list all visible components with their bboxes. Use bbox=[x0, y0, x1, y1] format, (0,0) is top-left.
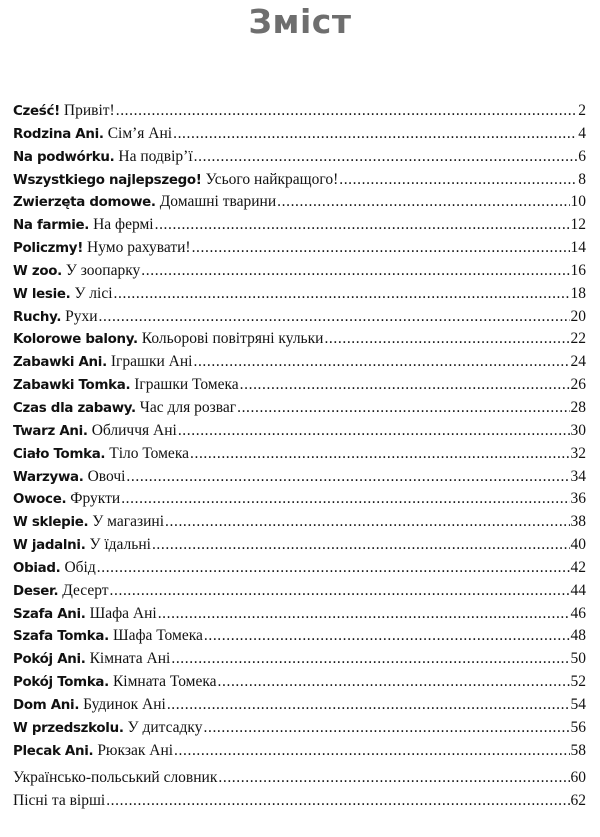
toc-entry-ukrainian-title: Фрукти bbox=[70, 490, 121, 508]
toc-entry-polish-title: Wszystkiego najlepszego! bbox=[13, 172, 202, 188]
toc-entry-polish-title: W lesie. bbox=[13, 286, 71, 302]
toc-appendix-entry[interactable] bbox=[13, 790, 586, 813]
toc-entry[interactable] bbox=[13, 123, 586, 146]
toc-entry-polish-title: Szafa Tomka. bbox=[13, 629, 109, 645]
dot-leader bbox=[190, 443, 570, 466]
dot-leader bbox=[324, 328, 569, 351]
toc-entry-ukrainian-title: Рюкзак Ані bbox=[97, 741, 174, 759]
toc-entry-polish-title: Pokój Tomka. bbox=[13, 675, 109, 691]
toc-entry-polish-title: Twarz Ani. bbox=[13, 423, 88, 439]
dot-leader bbox=[158, 603, 570, 626]
toc-entry-page-number: 30 bbox=[570, 421, 586, 439]
dot-leader bbox=[114, 283, 570, 306]
dot-leader bbox=[192, 237, 570, 260]
toc-entry-page-number: 48 bbox=[570, 627, 586, 645]
toc-entry[interactable] bbox=[13, 717, 586, 740]
toc-entry-ukrainian-title: У зоопарку bbox=[65, 261, 141, 279]
toc-entry-polish-title: Obiad. bbox=[13, 560, 61, 576]
toc-entry-ukrainian-title: Усього найкращого! bbox=[205, 170, 339, 188]
toc-entry-ukrainian-title: Іграшки Ані bbox=[110, 353, 193, 371]
toc-entry-page-number: 58 bbox=[570, 741, 586, 759]
toc-entry[interactable] bbox=[13, 260, 586, 283]
toc-entry-polish-title: Cześć! bbox=[13, 104, 60, 119]
toc-entry-ukrainian-title: Будинок Ані bbox=[83, 695, 166, 713]
toc-entry[interactable] bbox=[13, 169, 586, 192]
toc-entry[interactable] bbox=[13, 237, 586, 260]
toc-entry-page-number: 8 bbox=[578, 170, 586, 188]
toc-entry-polish-title: Kolorowe balony. bbox=[13, 332, 138, 348]
toc-entry[interactable] bbox=[13, 306, 586, 329]
toc-entry-page-number: 42 bbox=[570, 558, 586, 576]
toc-entry-page-number: 4 bbox=[578, 124, 586, 142]
toc-entry-page-number: 22 bbox=[570, 330, 586, 348]
toc-entry[interactable] bbox=[13, 191, 586, 214]
dot-leader bbox=[171, 648, 569, 671]
toc-entry-ukrainian-title: Час для розваг bbox=[139, 398, 237, 416]
toc-entry-page-number: 10 bbox=[570, 193, 586, 211]
toc-entry[interactable] bbox=[13, 328, 586, 351]
toc-entry-polish-title: W przedszkolu. bbox=[13, 720, 124, 736]
toc-entry[interactable] bbox=[13, 603, 586, 626]
toc-entry-page-number: 2 bbox=[578, 102, 586, 119]
toc-entry-page-number: 6 bbox=[578, 147, 586, 165]
toc-entry-ukrainian-title: Тіло Томека bbox=[109, 444, 189, 462]
toc-entry-polish-title: Zabawki Ani. bbox=[13, 355, 107, 371]
toc-entry[interactable] bbox=[13, 351, 586, 374]
dot-leader bbox=[116, 100, 578, 123]
dot-leader bbox=[218, 767, 569, 790]
toc-entry-page-number: 12 bbox=[570, 216, 586, 234]
toc-entry-page-number: 36 bbox=[570, 490, 586, 508]
toc-entry-page-number: 44 bbox=[570, 581, 586, 599]
toc-entry[interactable] bbox=[13, 397, 586, 420]
dot-leader bbox=[165, 511, 569, 534]
toc-entry-page-number: 32 bbox=[570, 444, 586, 462]
dot-leader bbox=[126, 466, 569, 489]
toc-entry-page-number: 38 bbox=[570, 513, 586, 531]
toc-entry-polish-title: Szafa Ani. bbox=[13, 606, 86, 622]
toc-entry[interactable] bbox=[13, 557, 586, 580]
dot-leader bbox=[174, 740, 569, 763]
toc-appendix-page-number: 62 bbox=[570, 792, 586, 810]
toc-entry[interactable] bbox=[13, 283, 586, 306]
toc-entry-polish-title: Plecak Ani. bbox=[13, 743, 94, 759]
toc-entry-page-number: 46 bbox=[570, 604, 586, 622]
dot-leader bbox=[152, 534, 570, 557]
toc-entry-ukrainian-title: Кімната Ані bbox=[89, 650, 171, 668]
toc-entry-ukrainian-title: Десерт bbox=[62, 581, 109, 599]
dot-leader bbox=[193, 351, 569, 374]
toc-entry-page-number: 16 bbox=[570, 261, 586, 279]
toc-entry-polish-title: Na farmie. bbox=[13, 218, 90, 234]
dot-leader bbox=[218, 671, 570, 694]
dot-leader bbox=[141, 260, 569, 283]
dot-leader bbox=[121, 488, 569, 511]
toc-entry-ukrainian-title: Овочі bbox=[87, 467, 126, 485]
toc-entry-polish-title: Rodzina Ani. bbox=[13, 126, 104, 142]
dot-leader bbox=[99, 306, 570, 329]
toc-entry-polish-title: Czas dla zabawy. bbox=[13, 400, 136, 416]
toc-appendix-entry[interactable] bbox=[13, 767, 586, 790]
toc-entry-polish-title: W sklepie. bbox=[13, 515, 89, 531]
dot-leader bbox=[204, 625, 570, 648]
toc-entry-polish-title: Ruchy. bbox=[13, 309, 62, 325]
toc-entry-ukrainian-title: Іграшки Томека bbox=[134, 376, 239, 394]
toc-entry-polish-title: Zwierzęta domowe. bbox=[13, 195, 156, 211]
toc-entry-page-number: 54 bbox=[570, 695, 586, 713]
dot-leader bbox=[339, 169, 577, 192]
toc-entry[interactable] bbox=[13, 671, 586, 694]
dot-leader bbox=[178, 420, 570, 443]
toc-entry[interactable] bbox=[13, 648, 586, 671]
toc-entry-page-number: 24 bbox=[570, 353, 586, 371]
dot-leader bbox=[106, 790, 569, 813]
dot-leader bbox=[194, 146, 578, 169]
toc-entry[interactable] bbox=[13, 374, 586, 397]
toc-entry-page-number: 56 bbox=[570, 718, 586, 736]
dot-leader bbox=[97, 557, 570, 580]
toc-entry-polish-title: Deser. bbox=[13, 583, 59, 599]
dot-leader bbox=[173, 123, 577, 146]
toc-entry-page-number: 20 bbox=[570, 307, 586, 325]
toc-entry-ukrainian-title: Обід bbox=[64, 558, 96, 576]
toc-entry-polish-title: Pokój Ani. bbox=[13, 652, 86, 668]
toc-entry[interactable] bbox=[13, 511, 586, 534]
toc-entry-page-number: 40 bbox=[570, 536, 586, 554]
toc-entry-ukrainian-title: Кольорові повітряні кульки bbox=[141, 330, 324, 348]
toc-entry-ukrainian-title: Шафа Ані bbox=[89, 604, 157, 622]
toc-entry-ukrainian-title: Рухи bbox=[65, 307, 98, 325]
table-of-contents bbox=[13, 100, 586, 813]
toc-entry[interactable] bbox=[13, 740, 586, 763]
toc-entry[interactable] bbox=[13, 694, 586, 717]
page-title: Зміст bbox=[248, 2, 352, 41]
toc-entry-ukrainian-title: Привіт! bbox=[63, 102, 115, 119]
dot-leader bbox=[204, 717, 570, 740]
toc-appendix-title: Пісні та вірші bbox=[13, 792, 106, 810]
toc-entry[interactable] bbox=[13, 534, 586, 557]
toc-entry-polish-title: Dom Ani. bbox=[13, 697, 80, 713]
toc-entry[interactable] bbox=[13, 625, 586, 648]
toc-entry-ukrainian-title: Кімната Томека bbox=[112, 673, 217, 691]
toc-entry-page-number: 14 bbox=[570, 239, 586, 257]
toc-entry-ukrainian-title: У лісі bbox=[74, 284, 113, 302]
toc-entry-polish-title: W zoo. bbox=[13, 263, 62, 279]
toc-entry-ukrainian-title: Сім’я Ані bbox=[107, 124, 173, 142]
toc-entry-ukrainian-title: Обличчя Ані bbox=[91, 421, 177, 439]
toc-entry-ukrainian-title: Домашні тварини bbox=[159, 193, 277, 211]
toc-entry-ukrainian-title: На фермі bbox=[93, 216, 154, 234]
toc-entry-ukrainian-title: У дитсадку bbox=[127, 718, 203, 736]
toc-entry-ukrainian-title: На подвір’ї bbox=[118, 147, 193, 165]
toc-entry-page-number: 26 bbox=[570, 376, 586, 394]
dot-leader bbox=[277, 191, 569, 214]
toc-entry-polish-title: Ciało Tomka. bbox=[13, 446, 106, 462]
toc-entry-polish-title: Zabawki Tomka. bbox=[13, 378, 131, 394]
dot-leader bbox=[167, 694, 570, 717]
toc-entry[interactable] bbox=[13, 580, 586, 603]
toc-entry-page-number: 50 bbox=[570, 650, 586, 668]
toc-entry[interactable] bbox=[13, 146, 586, 169]
toc-entry[interactable] bbox=[13, 214, 586, 237]
toc-entry-ukrainian-title: У їдальні bbox=[89, 536, 151, 554]
toc-entry-page-number: 18 bbox=[570, 284, 586, 302]
dot-leader bbox=[237, 397, 569, 420]
toc-entry-page-number: 52 bbox=[570, 673, 586, 691]
toc-entry-polish-title: Policzmy! bbox=[13, 241, 84, 257]
dot-leader bbox=[155, 214, 570, 237]
dot-leader bbox=[240, 374, 570, 397]
toc-entry-page-number: 28 bbox=[570, 398, 586, 416]
toc-entry-ukrainian-title: Нумо рахувати! bbox=[87, 239, 191, 257]
toc-entry[interactable] bbox=[13, 466, 586, 489]
toc-entry[interactable] bbox=[13, 100, 586, 123]
toc-entry-ukrainian-title: У магазині bbox=[92, 513, 165, 531]
toc-entry-polish-title: W jadalni. bbox=[13, 538, 86, 554]
toc-entry[interactable] bbox=[13, 443, 586, 466]
toc-appendix-title: Українсько-польський словник bbox=[13, 769, 218, 787]
toc-entry-polish-title: Na podwórku. bbox=[13, 149, 115, 165]
toc-entry[interactable] bbox=[13, 488, 586, 511]
toc-appendix-page-number: 60 bbox=[570, 769, 586, 787]
toc-entry-page-number: 34 bbox=[570, 467, 586, 485]
toc-entry[interactable] bbox=[13, 420, 586, 443]
toc-entry-polish-title: Owoce. bbox=[13, 492, 67, 508]
toc-entry-ukrainian-title: Шафа Томека bbox=[112, 627, 203, 645]
dot-leader bbox=[110, 580, 570, 603]
toc-entry-polish-title: Warzywa. bbox=[13, 469, 84, 485]
